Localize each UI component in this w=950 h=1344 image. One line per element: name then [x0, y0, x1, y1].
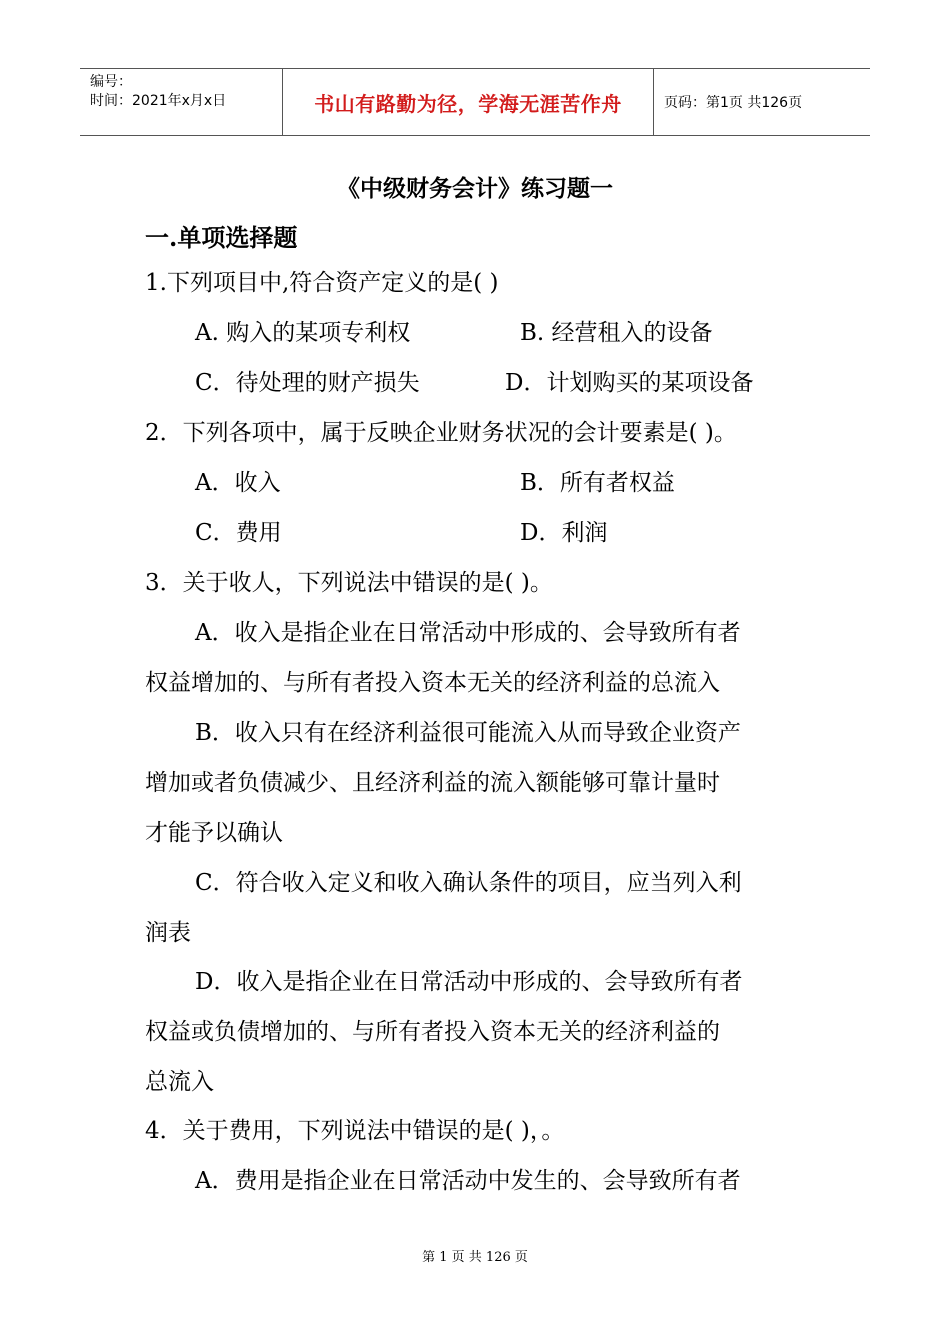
document-title: 《中级财务会计》练习题一 — [337, 175, 613, 202]
question-2-option-b: B．所有者权益 — [520, 470, 675, 496]
question-1-option-a: A. 购入的某项专利权 — [195, 320, 411, 346]
question-3-option-b-line-2: 增加或者负债减少、且经济利益的流入额能够可靠计量时 — [145, 770, 720, 796]
question-3-stem: 3．关于收人，下列说法中错误的是( )。 — [145, 570, 553, 596]
section-heading: 一.单项选择题 — [145, 223, 298, 252]
time-label: 时间：2021年x月x日 — [90, 93, 227, 109]
question-1-option-d: D．计划购买的某项设备 — [505, 370, 754, 396]
page-footer: 第 1 页 共 126 页 — [422, 1250, 528, 1265]
question-4-stem: 4．关于费用，下列说法中错误的是( )，。 — [145, 1118, 565, 1144]
page-info-text: 页码：第1页 共126页 — [664, 95, 803, 111]
question-2-option-a: A．收入 — [195, 470, 281, 496]
header-page-info — [654, 69, 870, 135]
motto-text: 书山有路勤为径，学海无涯苦作舟 — [314, 91, 622, 116]
question-3-option-d-line-3: 总流入 — [145, 1069, 214, 1095]
question-3-option-d-line-2: 权益或负债增加的、与所有者投入资本无关的经济利益的 — [145, 1019, 720, 1045]
question-1-option-b: B. 经营租入的设备 — [520, 320, 713, 346]
question-3-option-d-line-1: D．收入是指企业在日常活动中形成的、会导致所有者 — [195, 969, 743, 995]
header-motto — [282, 69, 654, 135]
question-2-stem: 2．下列各项中，属于反映企业财务状况的会计要素是( )。 — [145, 420, 737, 446]
question-3-option-c-line-1: C．符合收入定义和收入确认条件的项目，应当列入利 — [195, 870, 742, 896]
question-1-option-c: C．待处理的财产损失 — [195, 370, 420, 396]
number-label: 编号： — [90, 74, 132, 90]
question-1-stem: 1.下列项目中,符合资产定义的是( ) — [145, 270, 499, 296]
question-3-option-b-line-3: 才能予以确认 — [145, 820, 283, 846]
question-4-option-a-line-1: A．费用是指企业在日常活动中发生的、会导致所有者 — [195, 1168, 741, 1194]
question-3-option-c-line-2: 润表 — [145, 920, 191, 946]
question-3-option-a-line-2: 权益增加的、与所有者投入资本无关的经济利益的总流入 — [145, 670, 720, 696]
question-2-option-c: C．费用 — [195, 520, 282, 546]
question-3-option-b-line-1: B．收入只有在经济利益很可能流入从而导致企业资产 — [195, 720, 741, 746]
page-header — [80, 68, 870, 136]
question-3-option-a-line-1: A．收入是指企业在日常活动中形成的、会导致所有者 — [195, 620, 741, 646]
header-meta — [80, 69, 282, 135]
question-2-option-d: D．利润 — [520, 520, 608, 546]
